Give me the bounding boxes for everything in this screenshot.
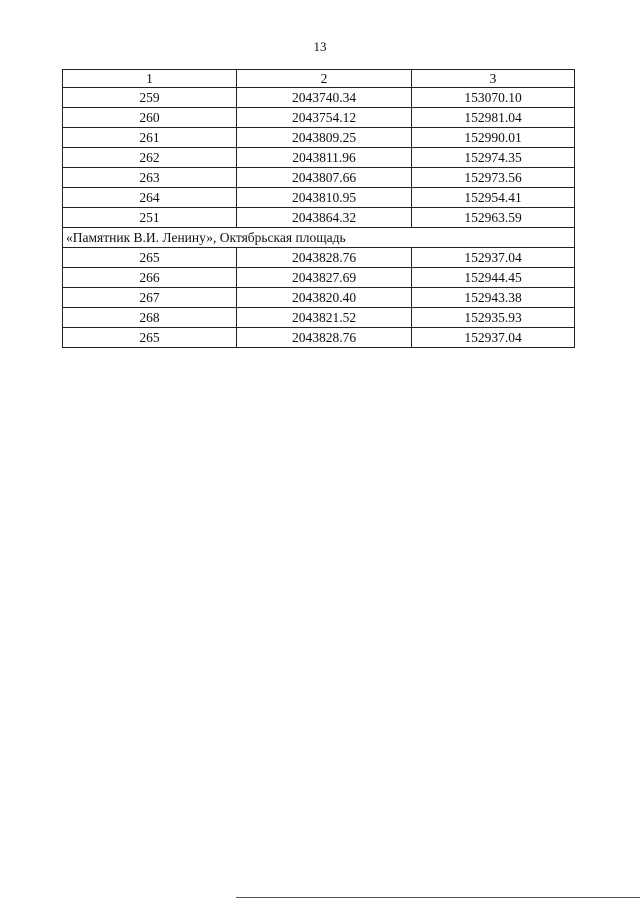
table-row: [63, 248, 575, 268]
point-number-cell: 268: [63, 308, 237, 328]
y-coordinate-cell: 152974.35: [412, 148, 575, 168]
table-row: [63, 208, 575, 228]
point-number-cell: 251: [63, 208, 237, 228]
point-number-cell: 267: [63, 288, 237, 308]
column-header: 3: [412, 70, 575, 88]
y-coordinate-cell: 152981.04: [412, 108, 575, 128]
x-coordinate-cell: 2043810.95: [237, 188, 412, 208]
point-number-cell: 266: [63, 268, 237, 288]
point-number-cell: 263: [63, 168, 237, 188]
y-coordinate-cell: 152937.04: [412, 328, 575, 348]
y-coordinate-cell: 152935.93: [412, 308, 575, 328]
bottom-scan-line: [236, 897, 640, 898]
y-coordinate-cell: 152990.01: [412, 128, 575, 148]
x-coordinate-cell: 2043807.66: [237, 168, 412, 188]
x-coordinate-cell: 2043827.69: [237, 268, 412, 288]
x-coordinate-cell: 2043754.12: [237, 108, 412, 128]
section-title: «Памятник В.И. Ленину», Октябрьская площадь: [63, 228, 575, 248]
table-row: [63, 108, 575, 128]
y-coordinate-cell: 152937.04: [412, 248, 575, 268]
table-row: [63, 268, 575, 288]
point-number-cell: 262: [63, 148, 237, 168]
y-coordinate-cell: 152943.38: [412, 288, 575, 308]
y-coordinate-cell: 152954.41: [412, 188, 575, 208]
point-number-cell: 264: [63, 188, 237, 208]
coordinates-table: [62, 69, 575, 348]
point-number-cell: 265: [63, 328, 237, 348]
table-row: [63, 308, 575, 328]
point-number-cell: 265: [63, 248, 237, 268]
point-number-cell: 261: [63, 128, 237, 148]
table-row: [63, 168, 575, 188]
table-row: [63, 148, 575, 168]
table-row: [63, 188, 575, 208]
x-coordinate-cell: 2043864.32: [237, 208, 412, 228]
table-row: [63, 288, 575, 308]
column-header: 2: [237, 70, 412, 88]
table-row: [63, 88, 575, 108]
point-number-cell: 259: [63, 88, 237, 108]
table-row: [63, 328, 575, 348]
table-row: [63, 128, 575, 148]
y-coordinate-cell: 152944.45: [412, 268, 575, 288]
section-row: [63, 228, 575, 248]
x-coordinate-cell: 2043811.96: [237, 148, 412, 168]
x-coordinate-cell: 2043821.52: [237, 308, 412, 328]
x-coordinate-cell: 2043828.76: [237, 248, 412, 268]
x-coordinate-cell: 2043820.40: [237, 288, 412, 308]
table-header-row: [63, 70, 575, 88]
x-coordinate-cell: 2043740.34: [237, 88, 412, 108]
point-number-cell: 260: [63, 108, 237, 128]
page-number: 13: [313, 39, 327, 54]
x-coordinate-cell: 2043809.25: [237, 128, 412, 148]
y-coordinate-cell: 152963.59: [412, 208, 575, 228]
coordinates-table-body: [63, 70, 575, 348]
y-coordinate-cell: 153070.10: [412, 88, 575, 108]
y-coordinate-cell: 152973.56: [412, 168, 575, 188]
x-coordinate-cell: 2043828.76: [237, 328, 412, 348]
column-header: 1: [63, 70, 237, 88]
